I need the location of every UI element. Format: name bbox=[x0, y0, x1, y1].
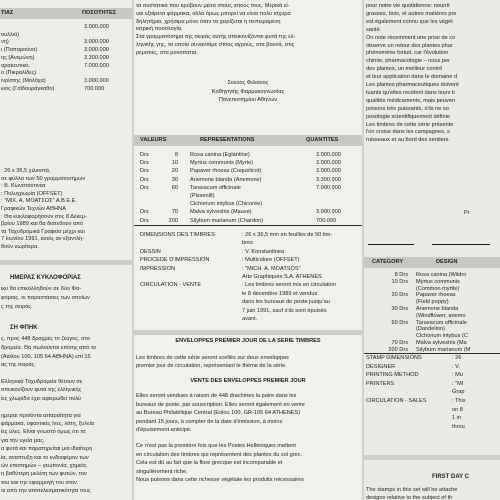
spec-value: : Les timbres seront mis en circulation bbox=[242, 282, 336, 289]
text-line: ruisseaux et au bord des sentiers. bbox=[366, 137, 450, 144]
table-row-representation: Malva sylvestris (Mauve) bbox=[190, 209, 252, 216]
text-line: ληνικής γης, τα οποία συναντάμε στους αγρούς, στα βουνά, στις bbox=[136, 42, 295, 48]
mid-header-valeurs: VALEURS bbox=[140, 137, 167, 143]
text-line: ρεματιές, στα μονοπάτια. bbox=[136, 49, 198, 56]
spec-label: PRINTERS bbox=[366, 380, 395, 387]
text-line: Elles seront vendues à raison de 448 drachmes la paire dans les bbox=[136, 393, 297, 399]
text-line: ίες χλωρίδα έχει αφιερωθεί πολύ bbox=[1, 395, 82, 402]
spec-line: : "ΜΙΧ. Α. ΜΟΑΤΣΟΣ" Α.Β.Ε.Ε. bbox=[1, 198, 77, 205]
middle-panel bbox=[134, 0, 362, 500]
spec-value: bres bbox=[242, 240, 253, 247]
left-table-header bbox=[0, 8, 132, 19]
table-row-category: 30 Drs bbox=[391, 306, 408, 312]
table-row-design: Rosa canina (Wildro bbox=[416, 272, 467, 278]
table-row-representation: Papaver rhoeas (Coquelicot) bbox=[190, 168, 262, 175]
table-row-design: Papaver rhoeas bbox=[416, 292, 456, 299]
spec-value: on 8 bbox=[452, 406, 463, 413]
table-row-value: 30 bbox=[171, 176, 178, 183]
text-line: On note récemment une prise de co bbox=[366, 34, 456, 41]
text-line: posologie scientifiquement définie bbox=[366, 113, 450, 120]
table-row-value: 20 bbox=[171, 168, 178, 175]
signature-line: Καθηγητής Φαρμακογνωσίας bbox=[211, 88, 285, 95]
table-row-quantity: 3.000.000 bbox=[316, 209, 341, 216]
table-row-design: (Windflower, anemo bbox=[416, 312, 466, 319]
mid-table-rule bbox=[134, 225, 362, 226]
text-line: α φυτά και παρατηρείται μια ιδιαίτερη bbox=[1, 446, 93, 453]
left-header-representations: ΤΙΑΣ bbox=[1, 10, 14, 16]
spec-value: Grap bbox=[452, 389, 465, 396]
table-row-quantity: 7.000.000 bbox=[316, 184, 341, 191]
spec-label: STAMP DIMENSIONS bbox=[366, 355, 422, 361]
text-line: singulièrement riche. bbox=[136, 468, 188, 475]
spec-value: : 26 bbox=[452, 355, 462, 361]
text-line: Les timbres de cette série présente bbox=[366, 121, 454, 128]
table-row-quantity: 3.000.000 bbox=[84, 24, 109, 30]
right-header-category: CATEGORY bbox=[372, 259, 404, 265]
spec-value: 7 juin 1991, sauf s'ils sont épuisés bbox=[242, 307, 327, 314]
text-line: chimie, pharmacologie – nous per bbox=[366, 58, 450, 65]
right-header-design: DESIGN bbox=[436, 259, 458, 265]
table-row-quantity: 7.000.000 bbox=[84, 62, 109, 69]
table-row-quantity: 3.000.000 bbox=[84, 47, 109, 54]
text-line: Στα γραμματόσημα της σειράς αυτής απεικονίζονται φυτά της ελ- bbox=[136, 34, 296, 41]
right-table-header bbox=[364, 257, 500, 268]
signature-line: Πανεπιστημίου Αθηνών bbox=[218, 97, 278, 104]
spec-value: : This bbox=[452, 398, 466, 404]
table-row-representation: Myrtus communis (Myrte) bbox=[190, 160, 254, 167]
spec-line: 7 Ιουνίου 1991, εκτός αν εξαντλη- bbox=[1, 236, 85, 243]
table-row-category: 60 Drs bbox=[391, 319, 408, 326]
table-row-quantity: 700.000 bbox=[316, 217, 337, 224]
spec-value: throu bbox=[452, 423, 465, 430]
table-row-value: 8 bbox=[174, 152, 178, 158]
text-line: Les timbres de cette série seront scellés sur deux enveloppes bbox=[136, 355, 289, 361]
spec-value: avant. bbox=[242, 316, 258, 322]
left-section-first-day: ΗΜΕΡΑΣ ΚΥΚΛΟΦΟΡΙΑΣ bbox=[10, 275, 81, 281]
table-row-currency: Drs bbox=[140, 160, 149, 167]
spec-label: PROCEDE D'IMPRESSION bbox=[140, 257, 210, 264]
text-line: ών επιστημών – γεωπονία, χημεία, bbox=[1, 463, 88, 469]
spec-value: : V. Konstantinea bbox=[242, 248, 285, 255]
text-line: δρομεία. Θα πωλούνται επίσης από το bbox=[1, 344, 97, 351]
text-line: (Αιόλου 100, 105 64 ΑΘΗΝΑ) επί 15 bbox=[1, 353, 91, 360]
spec-value: Arts Graphiques S.A. ATHENES bbox=[242, 274, 322, 280]
spec-label: IMPRESSION bbox=[140, 265, 176, 272]
text-line: του και την εφαρμογή του στον bbox=[1, 479, 77, 486]
text-line: Les plantes pharmaceutiques doivent bbox=[366, 82, 459, 88]
text-line: ας της σειράς. bbox=[1, 362, 36, 369]
mid-header-representations: REPRESENTATIONS bbox=[200, 137, 255, 143]
mid-table-header bbox=[134, 135, 362, 146]
text-line: au Bureau Philatélique Central (Eolou 100, GR-105 64 ATHENES) bbox=[136, 410, 301, 417]
left-panel bbox=[0, 0, 132, 500]
text-line: Nous puisons dans cette richesse végétale les produits nécessaires bbox=[136, 477, 304, 484]
table-row-value: 70 bbox=[171, 209, 178, 216]
left-section-sales: ΣΗ ΦΠΗΚ bbox=[10, 325, 38, 331]
spec-label: DESIGNER bbox=[366, 363, 396, 370]
text-line: ίες ύλες. Είναι γνωστό όμως ότι τα bbox=[1, 429, 86, 436]
spec-line: : Θα κυκλοφορήσουν στις 8 Δεκεμ- bbox=[1, 213, 87, 220]
table-row-representation: Taraxacum officinale bbox=[190, 184, 241, 191]
text-line: ναι εξαίρετα φάρμακα, αλλά όμως μπορεί να είναι πολύ ισχυρά bbox=[136, 10, 291, 17]
table-row-currency: Drs bbox=[140, 184, 149, 191]
text-line: est également connu que les végét bbox=[366, 18, 453, 25]
table-row-representation: Rosa canina (Eglantine) bbox=[190, 152, 250, 158]
text-line: phénomène fortuit, car l'évolution bbox=[366, 50, 449, 57]
table-row-category: 8 Drs bbox=[394, 272, 408, 278]
text-line: ιατρική ποσολογία. bbox=[136, 26, 183, 33]
table-row-representation: ης (Ανεμώνη) bbox=[1, 54, 35, 61]
table-row-currency: Drs bbox=[140, 168, 149, 175]
table-row-representation: ι (Παπαρούνα) bbox=[1, 47, 38, 54]
text-line: grasses, bois, et autres matières pre bbox=[366, 10, 457, 17]
spec-value: : V. bbox=[452, 363, 460, 370]
text-line: tuants qu'elles recèlent dans leurs ti bbox=[366, 89, 455, 96]
table-row-representation: αρακευτικό, bbox=[1, 62, 30, 69]
text-line: bureaux de poste, par souscription. Elles seront également en vente bbox=[136, 401, 305, 408]
text-line: ς της σειράς. bbox=[1, 303, 33, 310]
table-row-representation: Anemone blanda (Anemone) bbox=[190, 176, 262, 183]
spec-line: : Β. Κωνσταντινέα bbox=[1, 183, 46, 190]
spec-line: : Πολυχρωμία (OFFSET) bbox=[1, 190, 63, 197]
table-row-representation: ινρίστης (Μολόχα) bbox=[1, 77, 46, 84]
spec-value: : Multicolore (OFFSET) bbox=[242, 257, 300, 264]
spec-line: βρίου 1989 και θα διατεθούν από bbox=[1, 221, 84, 228]
right-dash-right bbox=[432, 244, 490, 245]
spec-label: PRINTING METHOD bbox=[366, 372, 419, 379]
text-line: observe un retour des plantes phar bbox=[366, 42, 453, 49]
table-row-representation: Cichorium intybus (Chicorée) bbox=[190, 201, 263, 208]
right-dash-left bbox=[368, 244, 414, 245]
right-divider bbox=[364, 455, 500, 460]
text-line: οι από την αποτελεσματικότητα τους bbox=[1, 488, 91, 495]
right-panel bbox=[364, 0, 500, 500]
signature-line: Σκεύος Φιλιάνος bbox=[227, 80, 269, 86]
text-line: για την υγεία μας. bbox=[1, 437, 45, 444]
table-row-design: (Dandelion) bbox=[416, 326, 445, 333]
text-line: ημεραι προϊόντα απαραίτητα για bbox=[1, 412, 81, 419]
text-line: ς, προς 448 δραχμές το ζεύγος, στα bbox=[1, 336, 90, 342]
spec-value: : "MICH. A. MOATSOS" bbox=[242, 265, 301, 272]
left-divider bbox=[0, 260, 132, 265]
spec-label: CIRCULATION - VENTE bbox=[140, 282, 202, 289]
table-row-design: Taraxacum officinale bbox=[416, 319, 467, 326]
table-row-currency: Drs bbox=[140, 217, 149, 224]
table-row-value: 10 bbox=[171, 160, 178, 167]
spec-line: τα Ταχυδρομικά Γραφεία μέχρι και bbox=[1, 228, 85, 235]
mid-divider bbox=[134, 330, 362, 335]
table-row-quantity: 700.000 bbox=[84, 85, 105, 92]
table-row-design: Anemone blanda bbox=[416, 306, 459, 312]
text-line: φοριας, οι παραστάσεις των οποίων bbox=[1, 294, 90, 301]
spec-value: : 26 x 36,5 mm en feuilles de 50 tim- bbox=[242, 232, 333, 238]
table-row-category: 70 Drs bbox=[391, 340, 408, 346]
right-signature: Pr bbox=[464, 210, 470, 216]
spec-line: σε φύλλα των 50 γραμματοσήμων bbox=[1, 175, 86, 182]
text-line: designs relative to the subject of th bbox=[366, 495, 453, 500]
text-line: Ce n'est pas la première fois que les Postes Helléniques mettent bbox=[136, 443, 296, 449]
table-row-representation: (Pissenlit) bbox=[190, 193, 215, 199]
text-line: d'épuisement anticipé. bbox=[136, 427, 192, 434]
mid-heading-sale: VENTE DES ENVELOPPES PREMIER JOUR bbox=[190, 378, 306, 384]
table-row-design: Malva sylvestris (Ma bbox=[416, 340, 467, 346]
spec-label: DESSIN bbox=[140, 248, 161, 255]
right-heading-first-day: FIRST DAY C bbox=[432, 474, 470, 480]
table-row-design: Myrtus communis bbox=[416, 278, 460, 285]
text-line: santé. bbox=[366, 26, 382, 33]
table-row-value: 200 bbox=[168, 217, 178, 224]
text-line: en circulation des timbres qui représentent des plantes du sol grec. bbox=[136, 451, 303, 458]
table-row-representation: κιός (Γαϊδουράγκαθο) bbox=[1, 85, 55, 92]
spec-value: dans les bureaux de poste jusqu'au bbox=[242, 299, 330, 306]
table-row-representation: ουλλιά) bbox=[1, 31, 20, 38]
spec-value: le 8 décembre 1989 et vendus bbox=[242, 290, 318, 297]
text-line: poisons très puissants, s'ils ne so bbox=[366, 105, 449, 112]
text-line: pendant 15 jours, à compter de la date d'émission, à moins bbox=[136, 418, 283, 425]
table-row-category: 10 Drs bbox=[391, 278, 408, 285]
table-row-category: 200 Drs bbox=[388, 346, 408, 353]
right-table-rule bbox=[364, 353, 500, 354]
table-row-design: (Common myrtle) bbox=[416, 285, 460, 292]
text-line: η βαθύτερη μελέτη των φυτών, τον bbox=[1, 471, 87, 478]
text-line: premier jour de circulation, représentant le thème de la série. bbox=[136, 363, 287, 370]
spec-value: : Mu bbox=[452, 372, 463, 379]
text-line: ία, αναπτυξη και το ενδιαφέρον των bbox=[1, 454, 89, 461]
table-row-representation: ο (Πικραλίδες) bbox=[1, 70, 37, 77]
table-row-currency: Drs bbox=[140, 152, 149, 158]
table-row-value: 60 bbox=[171, 184, 178, 191]
text-line: δηλητήρια, χρήσιμα μόνο όταν τα χειρίζεται η πεπειραμένη bbox=[136, 18, 281, 25]
table-row-design: Silybum marianum (M bbox=[416, 346, 471, 353]
table-row-quantity: 3.300.000 bbox=[316, 176, 341, 183]
table-row-currency: Drs bbox=[140, 176, 149, 183]
text-line: απεικονίζουν φυτά της ελληνικής bbox=[1, 387, 82, 394]
table-row-quantity: 3.000.000 bbox=[84, 39, 109, 46]
text-line: qualités médicaments, mais peuven bbox=[366, 97, 455, 104]
table-row-category: 20 Drs bbox=[391, 292, 408, 299]
mid-header-quantites: QUANTITES bbox=[306, 137, 339, 143]
text-line: τα συστατικά που κρύβουν μέσα στους ιστούς τους. Μερικά εί- bbox=[136, 3, 290, 9]
spec-line: : 26 x 36,5 χιλιοστά, bbox=[1, 168, 51, 174]
spec-line: θούν νωρίτερα. bbox=[1, 244, 39, 250]
text-line: φάρμακα, υφαντικές ίνες, λίπη, ξυλεία bbox=[1, 421, 95, 427]
text-line: des plantes, un meilleur contrô bbox=[366, 66, 443, 73]
table-row-representation: Silybum marianum (Chardon) bbox=[190, 217, 264, 224]
spec-label: CIRCULATION - SALES bbox=[366, 398, 427, 404]
spec-line: Γραφικών Τεχνών ΑΘΗΝΑ bbox=[1, 206, 66, 212]
left-header-quantities: ΠΟΣΟΤΗΤΕΣ bbox=[82, 10, 117, 16]
table-row-design: (Field poppy) bbox=[416, 299, 449, 306]
table-row-representation: νη) bbox=[1, 39, 9, 46]
text-line: The stamps in this set will be attache bbox=[366, 487, 458, 493]
text-line: Ελληνικά Ταχυδρομεία θέτουν σε bbox=[1, 379, 83, 385]
spec-label: DIMENSIONS DES TIMBRES bbox=[140, 232, 215, 238]
table-row-quantity: 3.000.000 bbox=[316, 168, 341, 175]
text-line: ικυ θα επικολληθούν σε δύο Φα- bbox=[1, 286, 82, 292]
table-row-quantity: 3.000.000 bbox=[316, 152, 341, 158]
text-line: et leur application dans le domaine d bbox=[366, 74, 458, 81]
table-row-design: Cichorium intybus (C bbox=[416, 333, 468, 340]
text-line: l'on croise dans les campagnes, s bbox=[366, 129, 450, 136]
table-row-quantity: 3.000.000 bbox=[84, 77, 109, 84]
spec-value: : "MI bbox=[452, 380, 464, 387]
table-row-currency: Drs bbox=[140, 209, 149, 216]
table-row-quantity: 3.000.000 bbox=[316, 160, 341, 167]
text-line: Cela est dû au fait que la flore grecque est incomparable et bbox=[136, 460, 283, 467]
text-line: pour notre vie quotidienne: nourrit bbox=[366, 3, 450, 9]
mid-heading-envelopes: ENVELOPPES PREMIER JOUR DE LA SERIE TIMBRES bbox=[175, 338, 321, 344]
spec-value: 1 in bbox=[452, 415, 462, 422]
table-row-quantity: 3.300.000 bbox=[84, 54, 109, 61]
